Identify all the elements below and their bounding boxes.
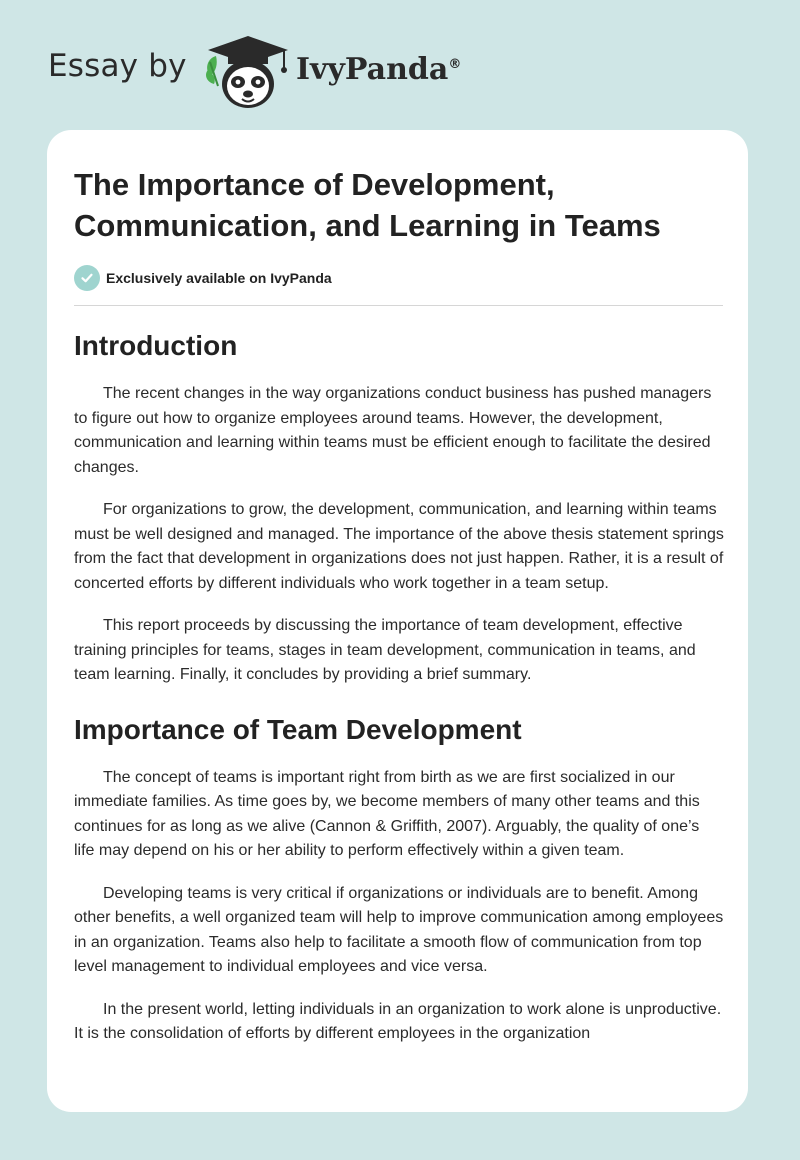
paragraph: For organizations to grow, the development, communication, and learning within teams must be well designed and managed. The importance of the above thesis statement springs from the fact that development in organizations does not just happen. Rather, it is a result of concerted efforts by different individuals who work together in a team setup.	[74, 501, 724, 592]
section-heading-introduction: Introduction	[74, 330, 238, 361]
exclusive-label: Exclusively available on IvyPanda	[106, 270, 332, 286]
essay-by-label: Essay by	[48, 48, 187, 84]
registered-mark: ®	[448, 57, 462, 72]
brand-name: IvyPanda®	[296, 52, 462, 87]
paragraph: Developing teams is very critical if organizations or individuals are to benefit. Among other benefits, a well organized team will help to improve communication among employees in an organization. Teams also help to facilitate a smooth flow of communication from top level management to individual employees and vice versa.	[74, 884, 724, 975]
check-circle-icon	[74, 265, 100, 291]
article-content	[74, 164, 724, 1047]
divider	[74, 305, 723, 306]
panda-graduation-cap-icon	[200, 32, 296, 112]
paragraph: This report proceeds by discussing the importance of team development, effective training principles for teams, stages in team development, communication in teams, and team learning. Finally, it concludes by providing a brief summary.	[74, 617, 696, 683]
section-heading-team-development: Importance of Team Development	[74, 713, 522, 745]
paragraph: In the present world, letting individuals in an organization to work alone is unproductive. It is the consolidation of efforts by different employees in the organization	[74, 1000, 722, 1042]
site-header-brand[interactable]	[48, 28, 508, 114]
exclusive-badge	[74, 264, 724, 292]
article-title: The Importance of Development, Communication, and Learning in Teams	[74, 167, 661, 243]
article-card	[47, 130, 748, 1112]
paragraph: The recent changes in the way organizations conduct business has pushed managers to figure out how to organize employees around teams. However, the development, communication and learning within teams must be efficient enough to facilitate the desired changes.	[74, 385, 712, 476]
paragraph: The concept of teams is important right from birth as we are first socialized in our immediate families. As time goes by, we become members of many other teams and this continues for as long as we alive (Cannon & Griffith, 2007). Arguably, the quality of one’s life may depend on his or her ability to perform effectively within a given team.	[74, 768, 700, 859]
